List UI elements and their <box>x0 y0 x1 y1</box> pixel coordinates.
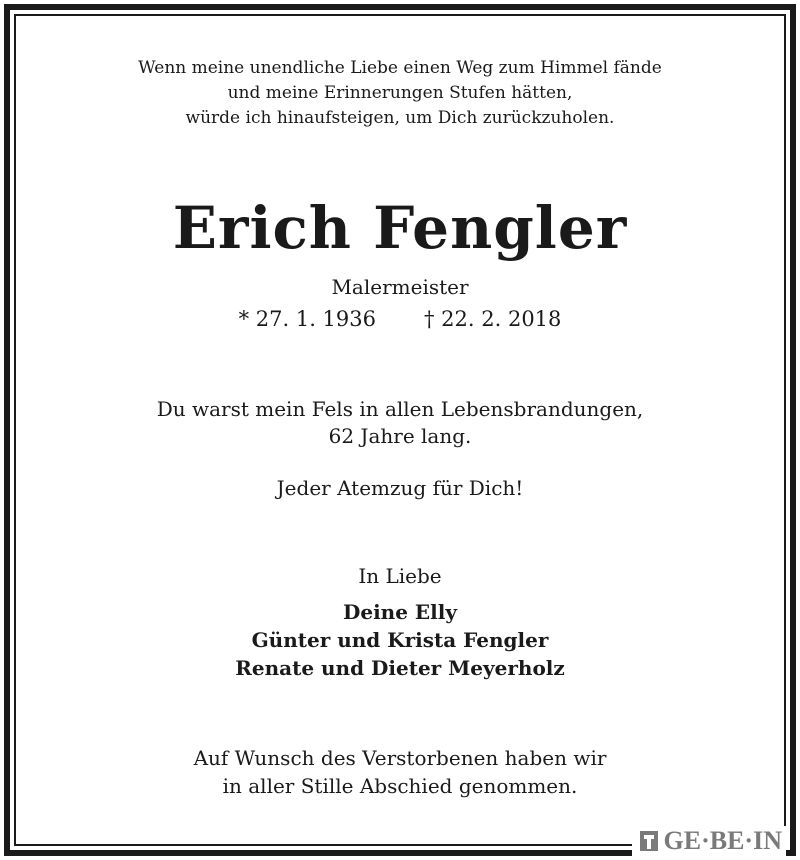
logo-text: GE·BE·IN <box>663 826 782 855</box>
birth-date: * 27. 1. 1936 <box>238 307 376 331</box>
mourner-name: Günter und Krista Fengler <box>251 628 549 652</box>
mourners-intro: In Liebe <box>358 564 442 588</box>
death-date: † 22. 2. 2018 <box>424 307 562 331</box>
tribute-line-2: 62 Jahre lang. <box>328 424 472 448</box>
logo-mark-icon <box>638 829 660 853</box>
notice-line-1: Auf Wunsch des Verstorbenen haben wir <box>193 746 607 770</box>
life-dates <box>0 307 800 331</box>
gebein-logo <box>632 826 787 856</box>
tribute-line-3: Jeder Atemzug für Dich! <box>276 476 524 500</box>
notice-line-2: in aller Stille Abschied genommen. <box>222 774 578 798</box>
deceased-profession: Malermeister <box>331 275 469 299</box>
mourner-name: Deine Elly <box>343 600 457 624</box>
poem-line-2: und meine Erinnerungen Stufen hätten, <box>227 83 573 103</box>
mourner-name: Renate und Dieter Meyerholz <box>235 656 565 680</box>
poem-line-1: Wenn meine unendliche Liebe einen Weg zum Himmel fände <box>138 58 662 78</box>
poem-line-3: würde ich hinaufsteigen, um Dich zurückzuholen. <box>185 108 615 128</box>
deceased-name: Erich Fengler <box>172 194 628 262</box>
tribute-line-1: Du warst mein Fels in allen Lebensbrandungen, <box>156 397 644 421</box>
